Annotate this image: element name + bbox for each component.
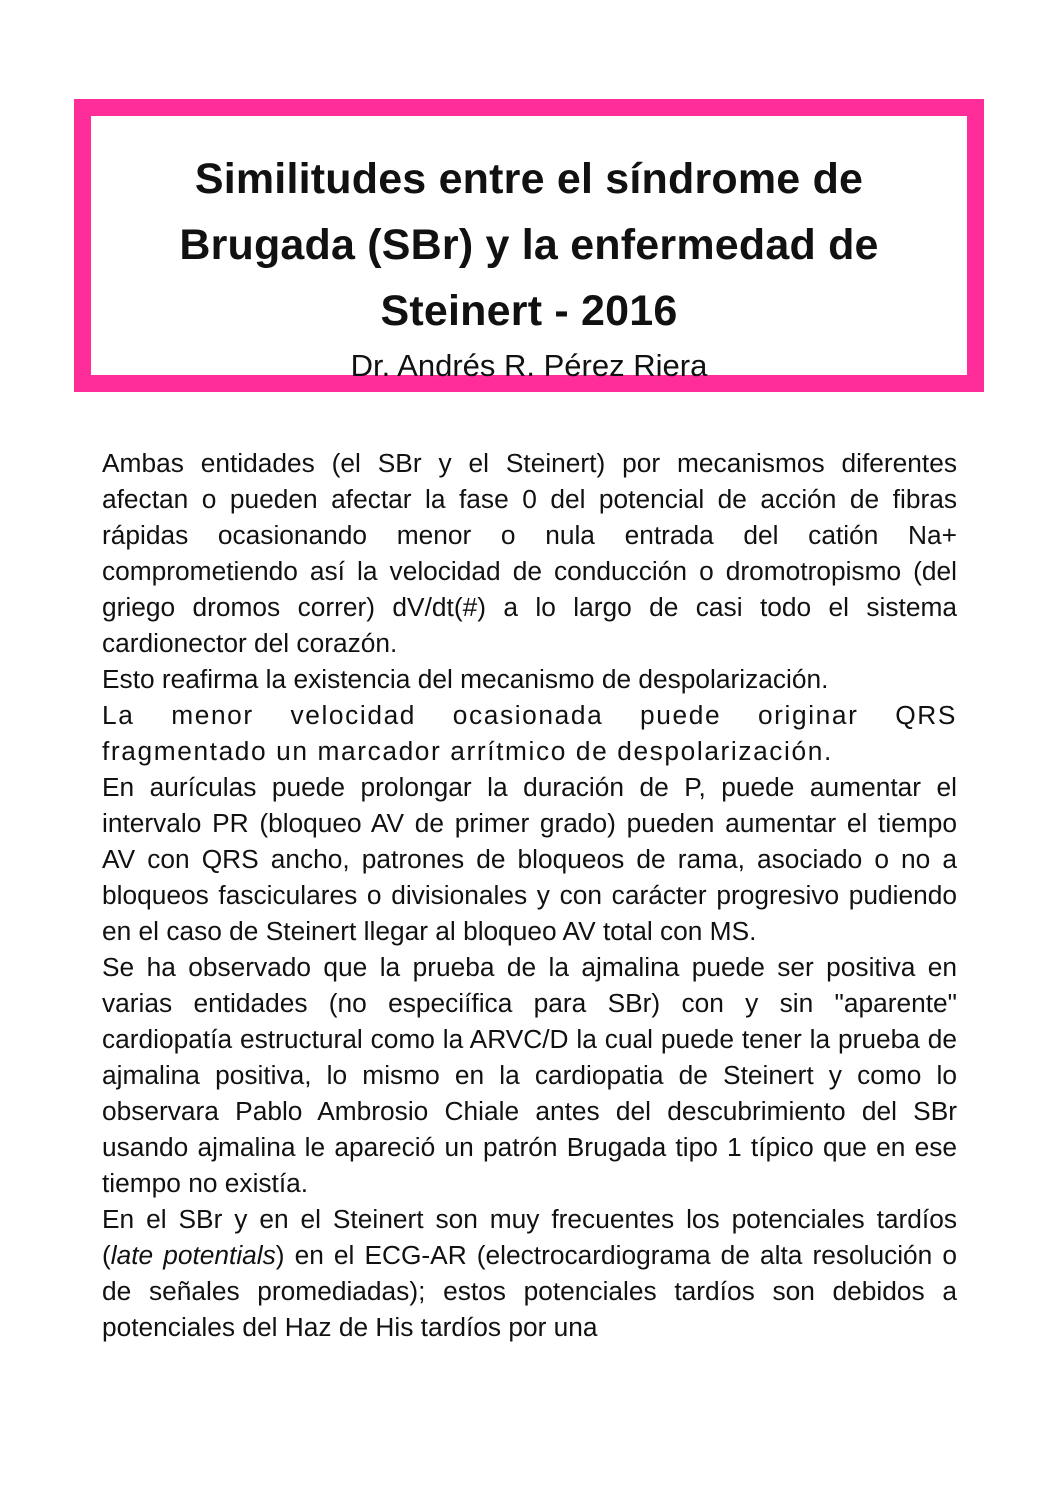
paragraph: Se ha observado que la prueba de la ajmalina puede ser positiva en varias entidades (no especiífica para SBr) con y sin "aparente" cardiopatía estructural como la ARVC/D la cual puede tener la prueba de ajmalina positiva, lo mismo en la cardiopatia de Steinert y como lo observara Pablo Ambrosio Chiale antes del descubrimiento del SBr usando ajmalina le apareció un patrón Brugada tipo 1 típico que en ese tiempo no existía. <box>102 952 957 1198</box>
italic-term: late potentials <box>110 1240 276 1270</box>
paragraph: Esto reafirma la existencia del mecanismo de despolarización. <box>102 664 829 694</box>
paragraph-text: ) en el ECG-AR (electrocardiograma de alta resolución o de señales promediadas); estos potenciales tardíos son debidos a potenciales del Haz de His tardíos por una <box>102 1240 957 1342</box>
author-name: Dr. Andrés R. Pérez Riera <box>350 348 708 383</box>
body-text <box>102 445 957 1345</box>
paragraph: Ambas entidades (el SBr y el Steinert) por mecanismos diferentes afectan o pueden afectar la fase 0 del potencial de acción de fibras rápidas ocasionando menor o nula entrada del catión Na+ comprometiendo así la velocidad de conducción o dromotropismo (del griego dromos correr) dV/dt(#) a lo largo de casi todo el sistema cardionector del corazón. <box>102 448 957 658</box>
title-box <box>74 99 984 392</box>
paragraph: La menor velocidad ocasionada puede originar QRS fragmentado un marcador arrítmico de despolarización. <box>102 700 957 766</box>
paragraph: En aurículas puede prolongar la duración de P, puede aumentar el intervalo PR (bloqueo AV de primer grado) pueden aumentar el tiempo AV con QRS ancho, patrones de bloqueos de rama, asociado o no a bloqueos fasciculares o divisionales y con carácter progresivo pudiendo en el caso de Steinert llegar al bloqueo AV total con MS. <box>102 772 957 946</box>
title-line: Brugada (SBr) y la enfermedad de <box>179 221 879 269</box>
paragraph-text: En el SBr y en el Steinert son muy frecuentes los potenciales tardíos ( <box>102 1204 957 1270</box>
paragraph <box>102 1201 957 1345</box>
title-line: Similitudes entre el síndrome de <box>194 155 864 203</box>
document-title <box>101 146 957 344</box>
title-line: Steinert - 2016 <box>380 287 678 335</box>
